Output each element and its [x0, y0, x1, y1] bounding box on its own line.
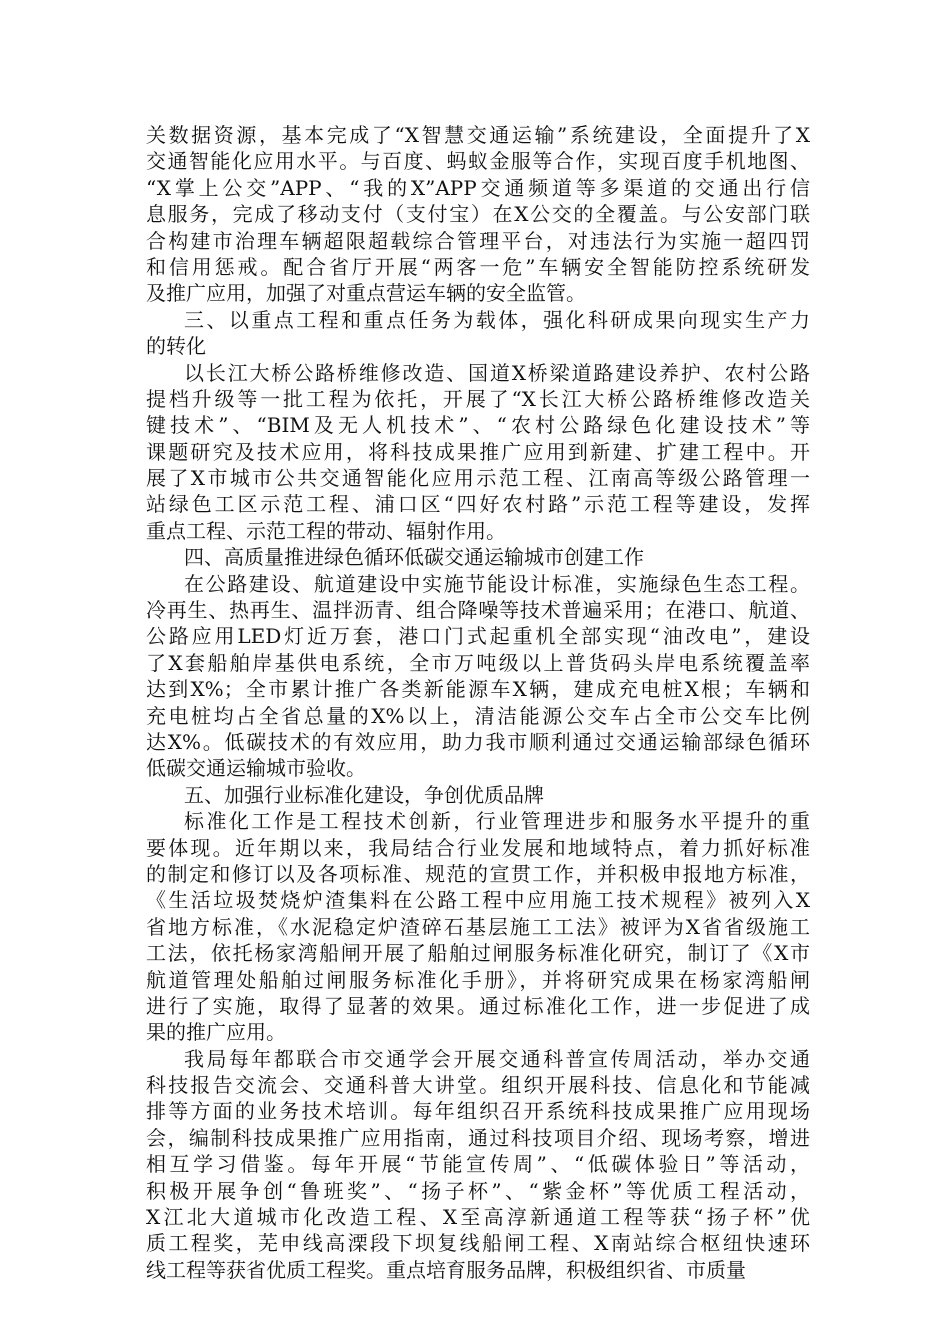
- paragraph: [146, 122, 810, 307]
- text-line: 进行了实施，取得了显著的效果。通过标准化工作，进一步促进了成: [146, 993, 810, 1018]
- text-line: 合构建市治理车辆超限超载综合管理平台，对违法行为实施一超四罚: [146, 228, 810, 253]
- text-line: 重点工程、示范工程的带动、辐射作用。: [146, 518, 506, 543]
- paragraph: [146, 1046, 810, 1284]
- paragraph: [146, 571, 810, 782]
- text-line: 和信用惩戒。配合省厅开展“两客一危”车辆安全智能防控系统研发: [146, 254, 810, 279]
- text-line: 标准化工作是工程技术创新，行业管理进步和服务水平提升的重: [184, 809, 810, 834]
- text-line: 关数据资源，基本完成了“X智慧交通运输”系统建设，全面提升了X: [146, 123, 810, 147]
- text-line: 及推广应用，加强了对重点营运车辆的安全监管。: [146, 281, 586, 306]
- text-line: 我局每年都联合市交通学会开展交通科普宣传周活动，举办交通: [184, 1046, 810, 1071]
- text-line: 课题研究及技术应用，将科技成果推广应用到新建、扩建工程中。开: [146, 439, 810, 464]
- section-heading: [146, 544, 810, 570]
- text-line: 展了X市城市公共交通智能化应用示范工程、江南高等级公路管理一: [146, 466, 810, 491]
- text-line: 线工程等获省优质工程奖。重点培育服务品牌，积极组织省、市质量: [146, 1257, 746, 1282]
- text-line: 省地方标准，《水泥稳定炉渣碎石基层施工工法》被评为X省省级施工: [146, 914, 810, 939]
- text-line: 四、高质量推进绿色循环低碳交通运输城市创建工作: [184, 545, 644, 570]
- text-line: 提档升级等一批工程为依托，开展了“X长江大桥公路桥维修改造关: [146, 386, 810, 411]
- section-heading: [146, 307, 810, 360]
- text-line: 的转化: [146, 334, 206, 359]
- text-line: 五、加强行业标准化建设，争创优质品牌: [184, 782, 544, 807]
- text-line: 息服务，完成了移动支付（支付宝）在X公交的全覆盖。与公安部门联: [146, 202, 810, 227]
- text-line: 键技术”、“BIM及无人机技术”、“农村公路绿色化建设技术”等: [146, 413, 810, 438]
- text-line: 三、以重点工程和重点任务为载体，强化科研成果向现实生产力: [184, 307, 810, 332]
- text-line: “X掌上公交”APP、“我的X”APP交通频道等多渠道的交通出行信: [146, 175, 810, 200]
- text-line: 相互学习借鉴。每年开展“节能宣传周”、“低碳体验日”等活动，: [146, 1152, 810, 1177]
- text-line: 会，编制科技成果推广应用指南，通过科技项目介绍、现场考察，增进: [146, 1125, 810, 1150]
- text-line: 航道管理处船舶过闸服务标准化手册》，并将研究成果在杨家湾船闸: [146, 967, 810, 992]
- text-line: 积极开展争创“鲁班奖”、“扬子杯”、“紫金杯”等优质工程活动，: [146, 1178, 810, 1203]
- text-line: 充电桩均占全省总量的X%以上，清洁能源公交车占全市公交车比例: [146, 703, 810, 728]
- text-line: 低碳交通运输城市验收。: [146, 756, 366, 781]
- text-line: 果的推广应用。: [146, 1020, 286, 1045]
- text-line: 的制定和修订以及各项标准、规范的宣贯工作，并积极申报地方标准，: [146, 861, 810, 886]
- paragraph: [146, 360, 810, 545]
- text-line: 在公路建设、航道建设中实施节能设计标准，实施绿色生态工程。: [184, 571, 810, 596]
- paragraph: [146, 808, 810, 1046]
- text-line: 公路应用LED灯近万套，港口门式起重机全部实现“油改电”，建设: [146, 624, 810, 649]
- text-line: 了X套船舶岸基供电系统，全市万吨级以上普货码头岸电系统覆盖率: [146, 650, 810, 675]
- text-line: 质工程奖，芜申线高溧段下坝复线船闸工程、X南站综合枢纽快速环: [146, 1231, 810, 1256]
- document-body: [146, 122, 810, 1283]
- text-line: 科技报告交流会、交通科普大讲堂。组织开展科技、信息化和节能减: [146, 1073, 810, 1098]
- text-line: 达到X%；全市累计推广各类新能源车X辆，建成充电桩X根；车辆和: [146, 677, 810, 702]
- text-line: 交通智能化应用水平。与百度、蚂蚁金服等合作，实现百度手机地图、: [146, 149, 810, 174]
- text-line: 以长江大桥公路桥维修改造、国道X桥梁道路建设养护、农村公路: [184, 360, 810, 385]
- text-line: 站绿色工区示范工程、浦口区“四好农村路”示范工程等建设，发挥: [146, 492, 810, 517]
- text-line: 要体现。近年期以来，我局结合行业发展和地域特点，着力抓好标准: [146, 835, 810, 860]
- text-line: X江北大道城市化改造工程、X至高淳新通道工程等获“扬子杯”优: [146, 1205, 810, 1230]
- section-heading: [146, 782, 810, 808]
- text-line: 达X%。低碳技术的有效应用，助力我市顺利通过交通运输部绿色循环: [146, 729, 810, 754]
- text-line: 冷再生、热再生、温拌沥青、组合降噪等技术普遍采用；在港口、航道、: [146, 598, 810, 623]
- text-line: 排等方面的业务技术培训。每年组织召开系统科技成果推广应用现场: [146, 1099, 810, 1124]
- text-line: 工法，依托杨家湾船闸开展了船舶过闸服务标准化研究，制订了《X市: [146, 941, 810, 966]
- text-line: 《生活垃圾焚烧炉渣集料在公路工程中应用施工技术规程》被列入X: [146, 888, 810, 913]
